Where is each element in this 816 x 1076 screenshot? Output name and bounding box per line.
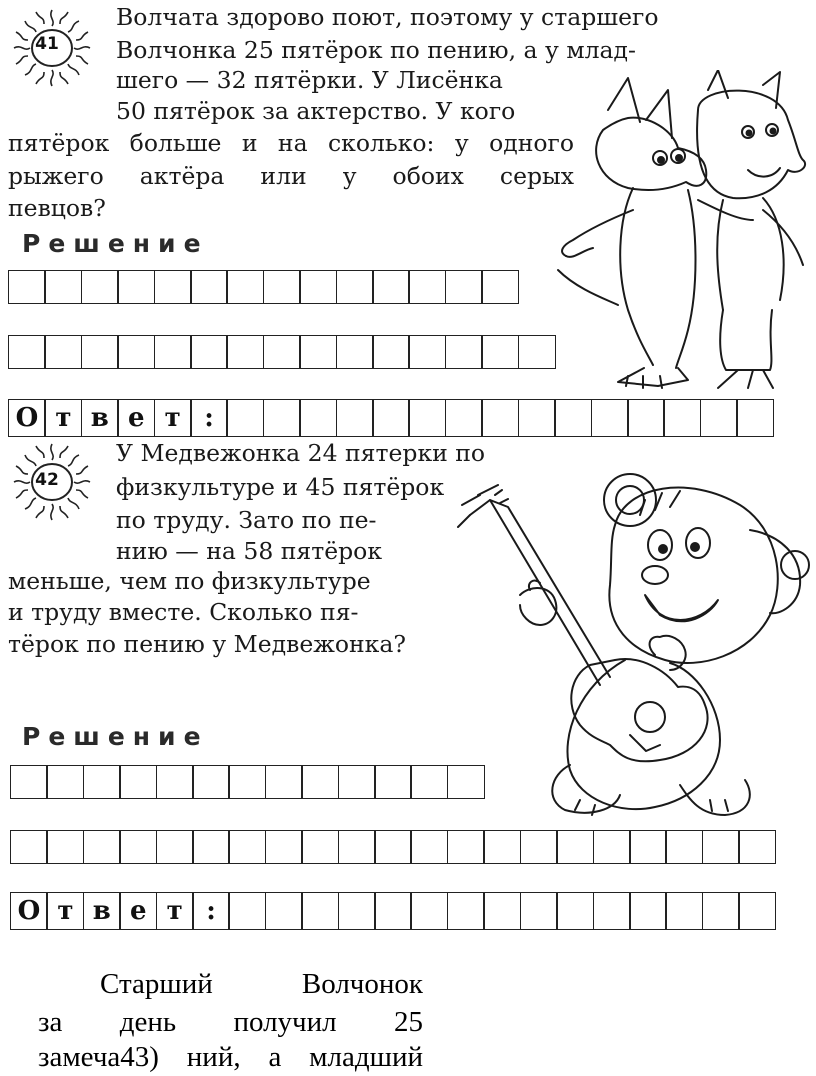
wolf-cubs-illustration [548, 70, 810, 390]
answer-letter: в [83, 892, 121, 930]
answer-letter: е [119, 892, 157, 930]
task42-line-7: тёрок по пению у Медвежонка? [8, 630, 406, 658]
answer-letter: О [10, 892, 48, 930]
bear-cub-guitar-illustration [450, 455, 810, 825]
task42-solution-grid-row-2[interactable] [10, 830, 776, 864]
task41-line-7: певцов? [8, 194, 106, 222]
answer-letter: : [190, 399, 228, 437]
task42-line-6: и труду вместе. Сколько пя- [8, 598, 359, 626]
answer-letter: т [156, 892, 194, 930]
answer-letter: : [192, 892, 230, 930]
task43-line-2: за день получил 25 [38, 1006, 423, 1038]
task42-answer-row[interactable] [10, 892, 776, 930]
task41-line-4: 50 пятёрок за актерство. У кого [116, 97, 516, 125]
task42-solution-label: Решение [22, 722, 209, 751]
task42-solution-grid-row-1[interactable] [10, 765, 485, 799]
answer-letter: в [81, 399, 119, 437]
task-number-42: 42 [35, 470, 59, 490]
task41-solution-grid-row-2[interactable] [8, 335, 556, 369]
task43-line-1: Старший Волчонок [100, 968, 423, 1000]
task41-line-2: Волчонка 25 пятёрок по пению, а у млад- [116, 36, 636, 64]
answer-letter: О [8, 399, 46, 437]
task41-line-6: рыжего актёра или у обоих серых [8, 162, 574, 190]
task41-solution-label: Решение [22, 229, 209, 258]
answer-letter: т [154, 399, 192, 437]
task43-line-3: замеча43) ний, а младший [38, 1041, 423, 1073]
task41-answer-row[interactable] [8, 399, 774, 437]
answer-letter: т [44, 399, 82, 437]
answer-letter: т [46, 892, 84, 930]
task42-line-3: по труду. Зато по пе- [116, 506, 377, 534]
answer-letter: е [117, 399, 155, 437]
task42-line-4: нию — на 58 пятёрок [116, 537, 383, 565]
task41-line-3: шего — 32 пятёрки. У Лисёнка [116, 66, 503, 94]
task42-line-5: меньше, чем по физкультуре [8, 567, 371, 595]
task-number-41: 41 [35, 34, 59, 54]
task42-line-1: У Медвежонка 24 пятерки по [116, 439, 486, 467]
task41-line-5: пятёрок больше и на сколько: у одного [8, 129, 574, 157]
task41-line-1: Волчата здорово поют, поэтому у старшего [116, 3, 659, 31]
task42-line-2: физкультуре и 45 пятёрок [116, 473, 445, 501]
task41-solution-grid-row-1[interactable] [8, 270, 519, 304]
